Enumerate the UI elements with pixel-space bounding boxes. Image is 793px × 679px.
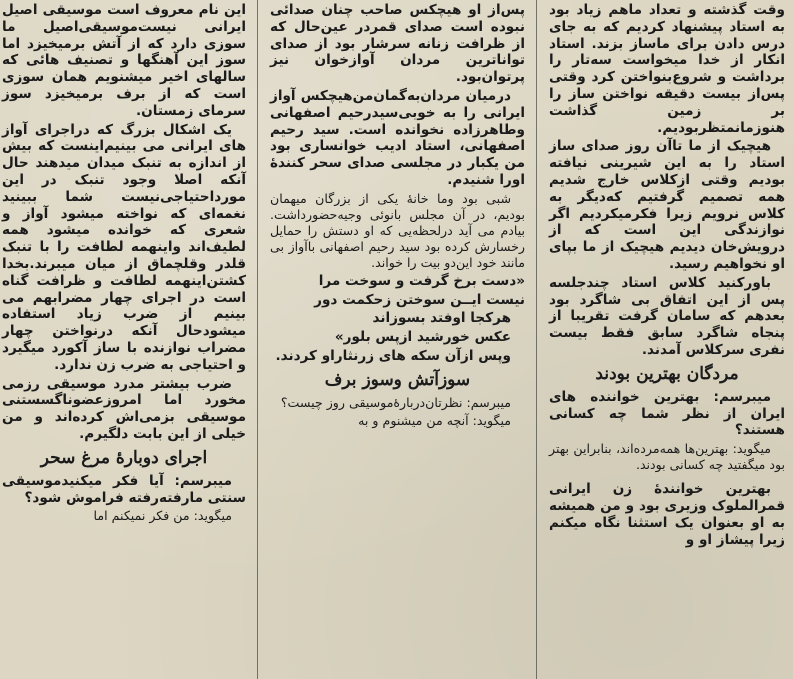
interview-question: میبرسم: نظرتان‌درباره‌ٔموسیقی روز چیست؟ <box>280 394 511 410</box>
poem-verse: عکس خورشید ازپس بلور» <box>334 329 511 346</box>
body-paragraph: شبی بود وما خانهٔ یکی از بزرگان میهمان بودیم، در آن مجلس بانوئی وجیه‌حضورداشت. بیادم می آید درلحظه‌یی که او دستش را حمایل رخسارش کرده بود سید رحیم اصفهانی باآواز بی مانند خود این‌دو بیت را خواند. <box>270 190 525 270</box>
interview-question: میبرسم: آیا فکر میکنیدموسیقی سنتی مارفته‌رفته فراموش شود؟ <box>2 472 246 506</box>
interview-answer: میگوید: آنچه من میشنوم و به <box>358 412 511 428</box>
column-left <box>0 0 252 679</box>
poem-verse: نیست ایــن سوختن زحکمت دور <box>314 291 525 308</box>
body-paragraph: وقت گذشته و تعداد ماهم زیاد بود به استاد پیشنهاد کردیم که به جای درس دادن برای ماساز بزند. استاد انکار از خدا میخواست سه‌تار را برداشت و شروع‌بنواختن کرد وقتی پس‌از بیست دقیقه نواختن ساز را بر زمین گذاشت هنوزمانمتظربودیم. <box>549 2 785 136</box>
interview-answer: میگوید: من فکر نمیکنم اما <box>93 508 232 524</box>
body-paragraph: یک اشکال بزرگ که دراجرای آواز های ایرانی می بینیم‌اینست که بیش از اندازه به تنبک میدان میدهند حال آنکه اصلا وجود تنبک در این مورداحتیاجی‌نیست شما ببینید نغمه‌ای که نواخته میشود آواز و شعری که خوانده میشود همه لطیف‌اند واینهمه لطافت را با تنبک قلدر وقلچماق از میان میبرند.بخدا کشتن‌اینهمه لطافت و ظرافت گناه است در اجرای چهار مضرابهم می بینیم از ضرب زیاد استفاده میشودحال آنکه درنواختن چهار مضراب نوازنده با ساز آکورد میگیرد و احتیاجی به ضرب زن ندارد. <box>2 121 246 373</box>
poem-verse: هرکجا اوفتد بسوزاند <box>372 310 511 327</box>
column-divider <box>257 0 258 679</box>
body-paragraph: پس‌از او هیچکس صاحب چنان صدائی نبوده است صدای قمردر عین‌حال که از ظرافت زنانه سرشار بود از صدای تواناترین مردان آوازخوان نیز پرتوان‌بود. <box>270 2 525 86</box>
body-paragraph: هیچیک از ما تاآن روز صدای ساز استاد را به این شیرینی نیافته بودیم وقتی ازکلاس خارج شدیم همه تصمیم گرفتیم که‌دیگر به کلاس نرویم زیرا فکرمیکردیم اگر نوازندگی این است که از درویش‌خان دیدیم هیچیک از ما بپای او نخواهیم رسید. <box>549 138 785 272</box>
body-paragraph: درمیان مردان‌به‌گمان‌من‌هیچکس آواز ایرانی را به خوبی‌سیدرحیم اصفهانی وطاهرزاده نخوانده است. سید رحیم اصفهانی، استاد ادیب خوانساری بود من یکبار در مجلسی صدای سحر کنندهٔ اورا شنیدم. <box>270 87 525 188</box>
body-paragraph: بهترین خوانندهٔ زن ایرانی قمرالملوک وزیری بود و من همیشه به او بعنوان یک استثنا نگاه میکنم زیرا پیشاز او و <box>549 481 785 548</box>
column-middle <box>264 0 531 679</box>
section-heading: اجرای دوبارهٔ مرغ سحر <box>40 447 208 468</box>
interview-answer: میگوید: بهترین‌ها همه‌مرده‌اند، بنابراین بهتر بود میگفتید چه کسانی بودند. <box>549 441 785 473</box>
body-paragraph: ضرب بیشتر مدرد موسیقی رزمی مخورد اما امروزعضونا‌گسستنی موسیقی بزمی‌اش کرده‌اند و من خیلی از این بابت دلگیرم. <box>2 375 246 442</box>
poem-verse: «دست برخ گرفت و سوخت مرا <box>318 272 525 289</box>
interview-question: میبرسم: بهترین خواننده های ایران از نظر شما چه کسانی هستند؟ <box>549 388 785 439</box>
body-paragraph: وپس ازآن سکه های زرنثاراو کردند. <box>275 347 511 364</box>
body-paragraph: باورکنید کلاس استاد چندجلسه پس از این اتفاق بی شاگرد بود بعدهم که سامان گرفت تقریبا از پنجاه شاگرد سابق فقط بیست نفری سرکلاس آمدند. <box>549 274 785 358</box>
body-paragraph: این نام معروف است موسیقی اصیل ایرانی نیست‌موسیقی‌اصیل ما سوزی دارد که از آتش برمیخیزد اما سوز این آهنگها و تصنیف هائی که سالهای اخیر میشنویم همان سوزی است که از برف برمیخیزد سوز سرمای زمستان. <box>2 2 246 119</box>
section-heading: سوزآتش وسوز برف <box>324 369 471 390</box>
column-divider <box>536 0 537 679</box>
column-right <box>543 0 793 679</box>
section-heading: مردگان بهترین بودند <box>595 363 739 384</box>
